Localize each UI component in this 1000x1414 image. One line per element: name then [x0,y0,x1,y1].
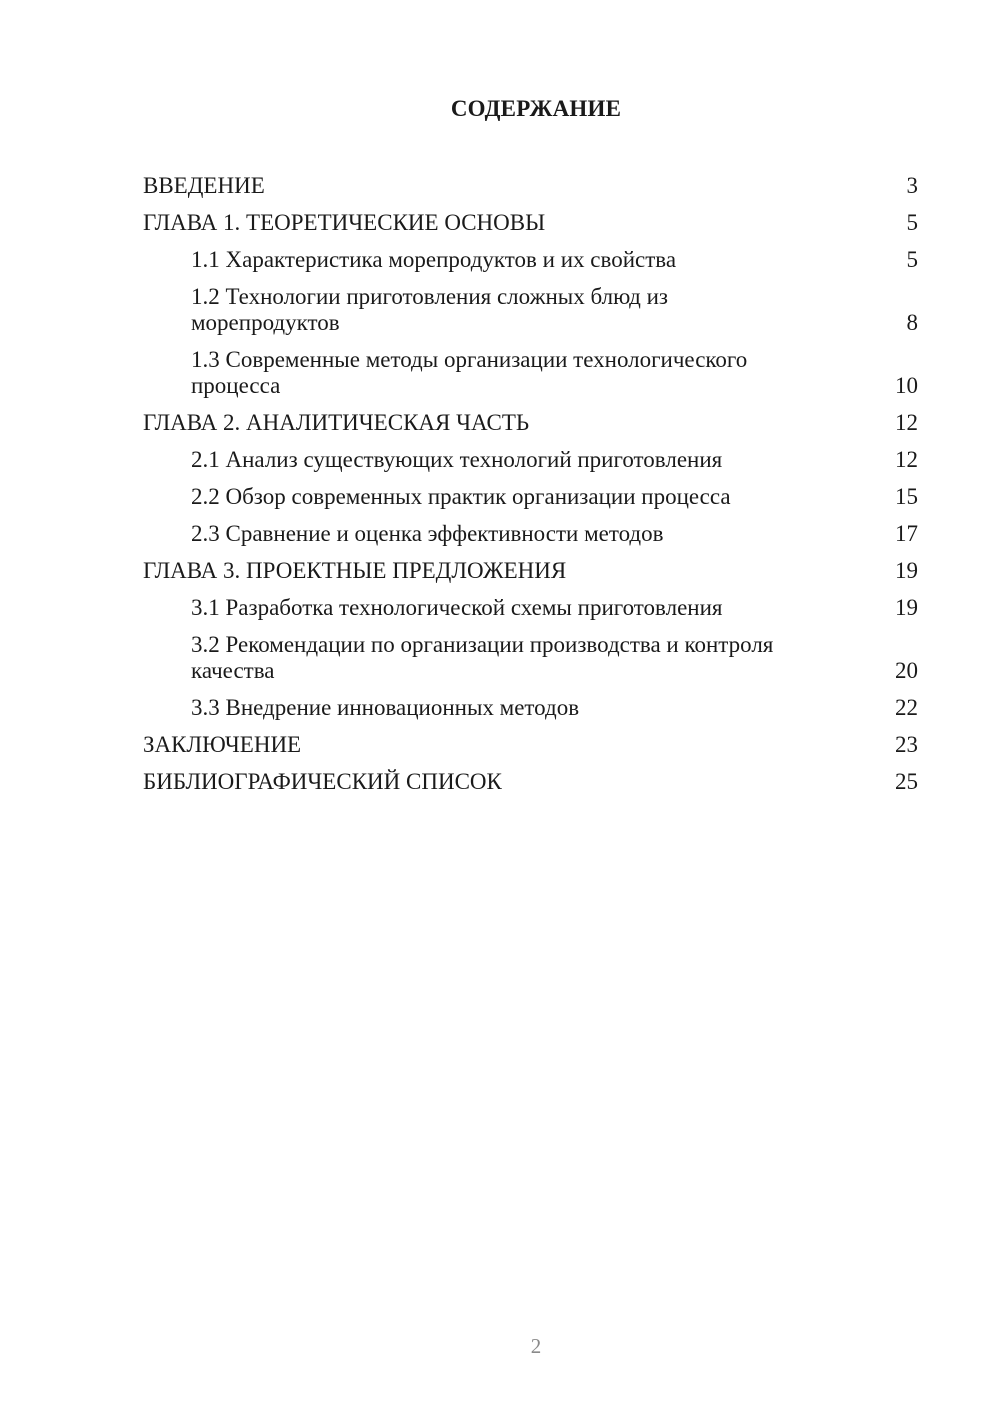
toc-entry-page: 19 [895,558,918,583]
toc-entry-page: 12 [895,410,918,435]
toc-entry-title: ГЛАВА 1. ТЕОРЕТИЧЕСКИЕ ОСНОВЫ [143,210,546,235]
toc-entry-page: 20 [895,658,918,683]
toc-entry-title: 3.3 Внедрение инновационных методов [191,695,580,720]
toc-entry-page: 25 [895,769,918,794]
toc-entry-page: 15 [895,484,918,509]
toc-entry-page: 5 [906,210,918,235]
toc-entry-section-3-1 [143,590,918,627]
toc-entry-title: 3.1 Разработка технологической схемы приготовления [191,595,723,620]
toc-entry-title: ГЛАВА 3. ПРОЕКТНЫЕ ПРЕДЛОЖЕНИЯ [143,558,567,583]
toc-entry-page: 23 [895,732,918,757]
page-number: 2 [530,1334,542,1358]
table-of-contents [143,168,918,801]
toc-entry-title: БИБЛИОГРАФИЧЕСКИЙ СПИСОК [143,769,502,794]
toc-entry-title: ВВЕДЕНИЕ [143,173,265,198]
toc-entry-page: 5 [906,247,918,272]
toc-entry-title: 2.1 Анализ существующих технологий приготовления [191,447,723,472]
toc-entry-section-2-2 [143,479,918,516]
toc-entry-section-2-1 [143,442,918,479]
toc-entry-conclusion [143,727,918,764]
toc-entry-title: 3.2 Рекомендации по организации производства и контроля качества [191,632,774,683]
toc-entry-title: ЗАКЛЮЧЕНИЕ [143,732,302,757]
toc-entry-page: 19 [895,595,918,620]
toc-entry-section-1-2 [143,279,918,342]
toc-entry-title: 2.3 Сравнение и оценка эффективности методов [191,521,664,546]
toc-entry-page: 8 [906,310,918,335]
toc-entry-page: 10 [895,373,918,398]
toc-entry-page: 17 [895,521,918,546]
toc-entry-section-1-3 [143,342,918,405]
page-title: СОДЕРЖАНИЕ [450,96,622,121]
toc-entry-title: 1.1 Характеристика морепродуктов и их свойства [191,247,677,272]
toc-entry-section-1-1 [143,242,918,279]
toc-entry-page: 3 [906,173,918,198]
toc-entry-section-3-2 [143,627,918,690]
toc-entry-page: 12 [895,447,918,472]
toc-entry-title: 1.2 Технологии приготовления сложных блюд из морепродуктов [191,284,668,335]
toc-entry-chapter-1 [143,205,918,242]
toc-entry-chapter-2 [143,405,918,442]
toc-entry-title: 2.2 Обзор современных практик организации процесса [191,484,731,509]
toc-entry-section-2-3 [143,516,918,553]
toc-entry-title: 1.3 Современные методы организации технологического процесса [191,347,748,398]
toc-entry-title: ГЛАВА 2. АНАЛИТИЧЕСКАЯ ЧАСТЬ [143,410,530,435]
toc-entry-chapter-3 [143,553,918,590]
toc-entry-page: 22 [895,695,918,720]
toc-entry-bibliography [143,764,918,801]
toc-entry-section-3-3 [143,690,918,727]
toc-entry-introduction [143,168,918,205]
